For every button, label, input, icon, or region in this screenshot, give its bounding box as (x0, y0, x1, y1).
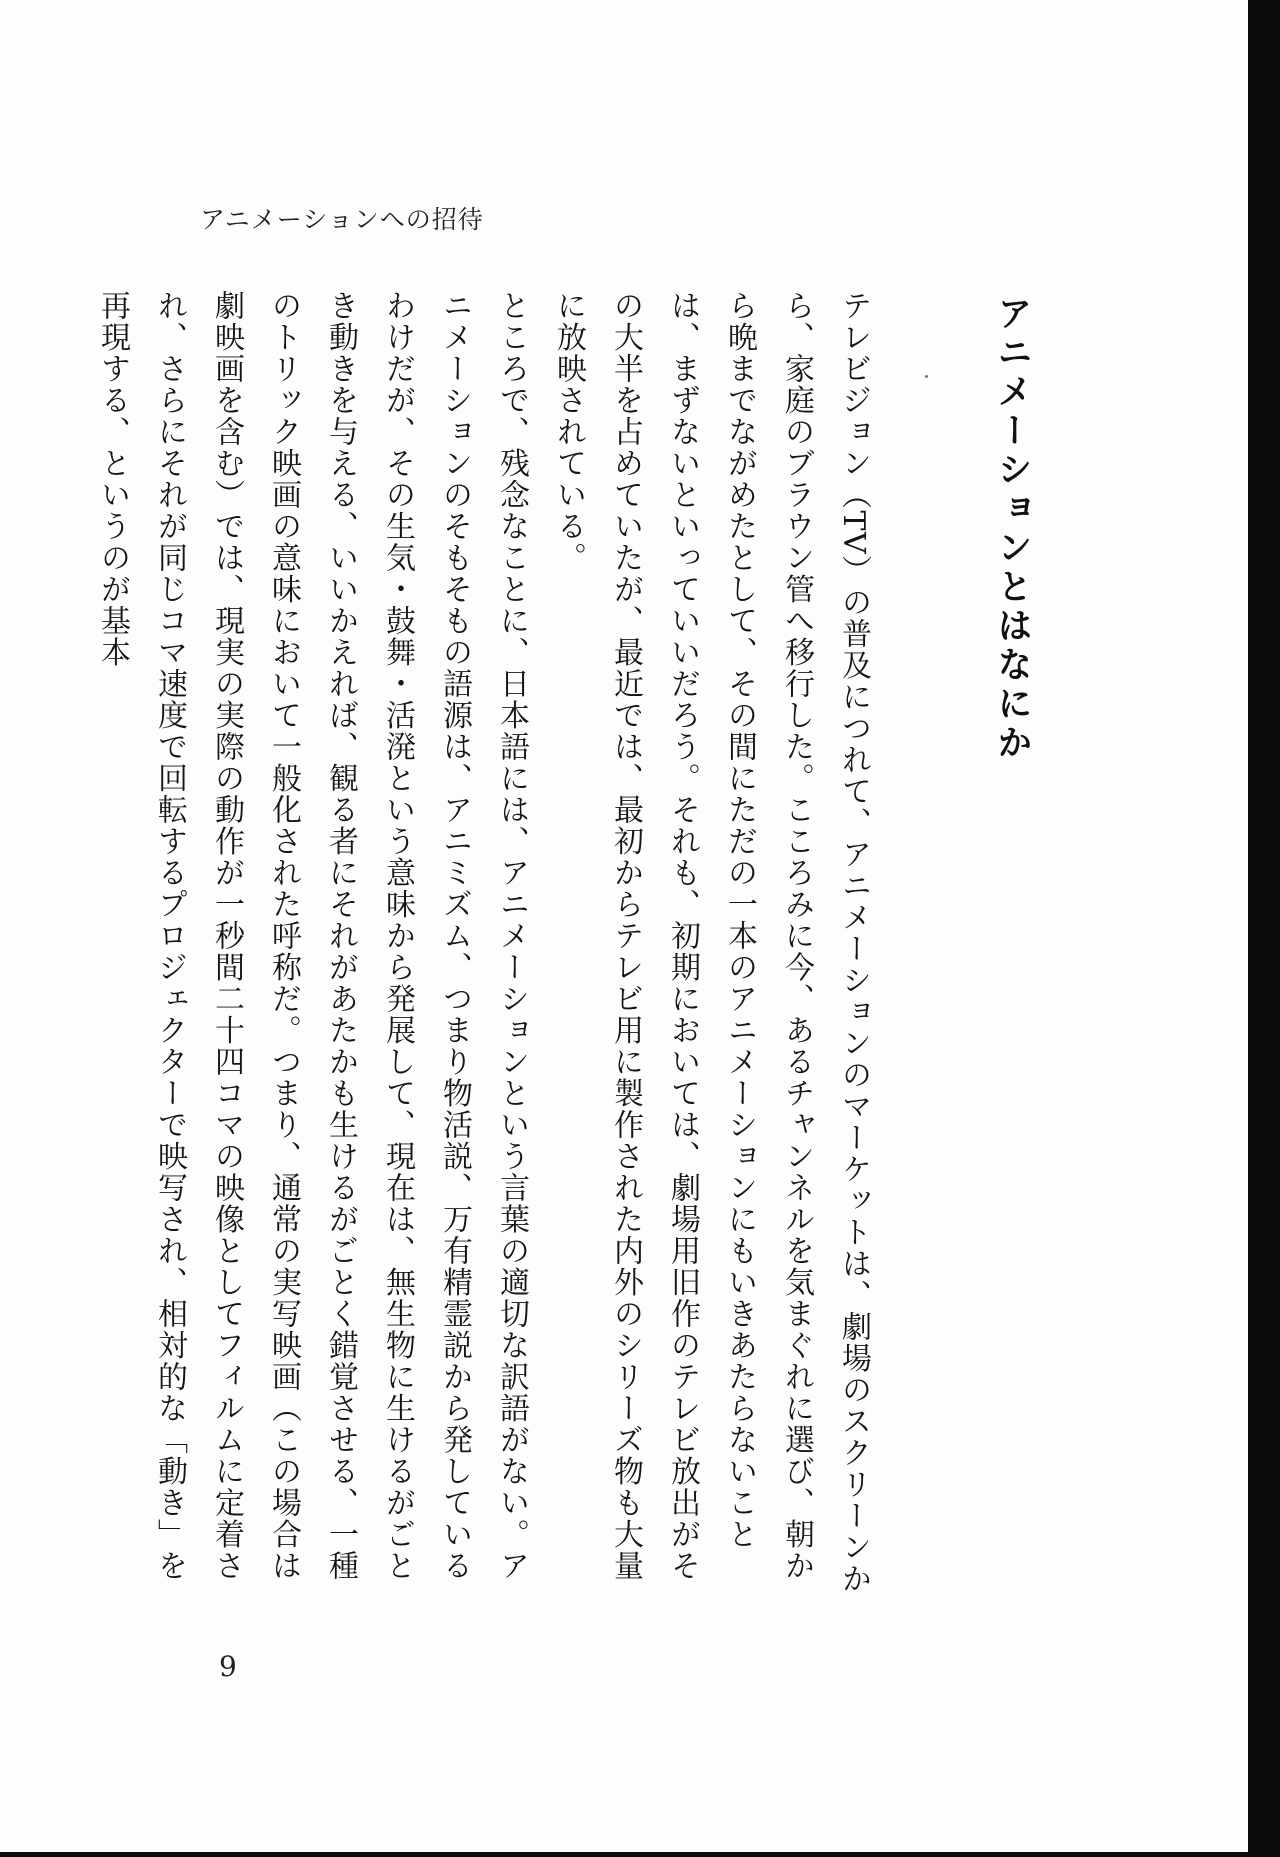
page-number: 9 (219, 1650, 237, 1683)
paper-speck (925, 375, 928, 378)
body-paragraph-1: テレビジョン（TV）の普及につれて、アニメーションのマーケットは、劇場のスクリーンから、家庭のブラウン管へ移行した。こころみに今、あるチャンネルを気まぐれに選び、朝から晩までながめたとして、その間にただの一本のアニメーションにもいきあたらないことは、まずないといっていいだろう。それも、初期においては、劇場用旧作のテレビ放出がその大半を占めていたが、最近では、最初からテレビ用に製作された内外のシリーズ物も大量に放映されている。 (551, 290, 871, 1595)
chapter-title: アニメーションとはなにか (992, 295, 1032, 763)
body-paragraph-2: ところで、残念なことに、日本語には、アニメーションという言葉の適切な訳語がない。アニメーションのそもそもの語源は、アニミズム、つまり物活説、万有精霊説から発しているわけだが、その生気・鼓舞・活溌という意味から発展して、現在は、無生物に生けるがごとき動きを与える、いいかえれば、観る者にそれがあたかも生けるがごとく錯覚させる、一種のトリック映画の意味において一般化された呼称だ。つまり、通常の実写映画（この場合は劇映画を含む）では、現実の実際の動作が一秒間二十四コマの映像としてフィルムに定着され、さらにそれが同じコマ速度で回転するプロジェクターで映写され、相対的な「動き」を再現する、というのが基本 (95, 290, 529, 1582)
scan-border (1248, 0, 1280, 1857)
running-header: アニメーションへの招待 (200, 205, 484, 234)
body-text (95, 290, 882, 1608)
